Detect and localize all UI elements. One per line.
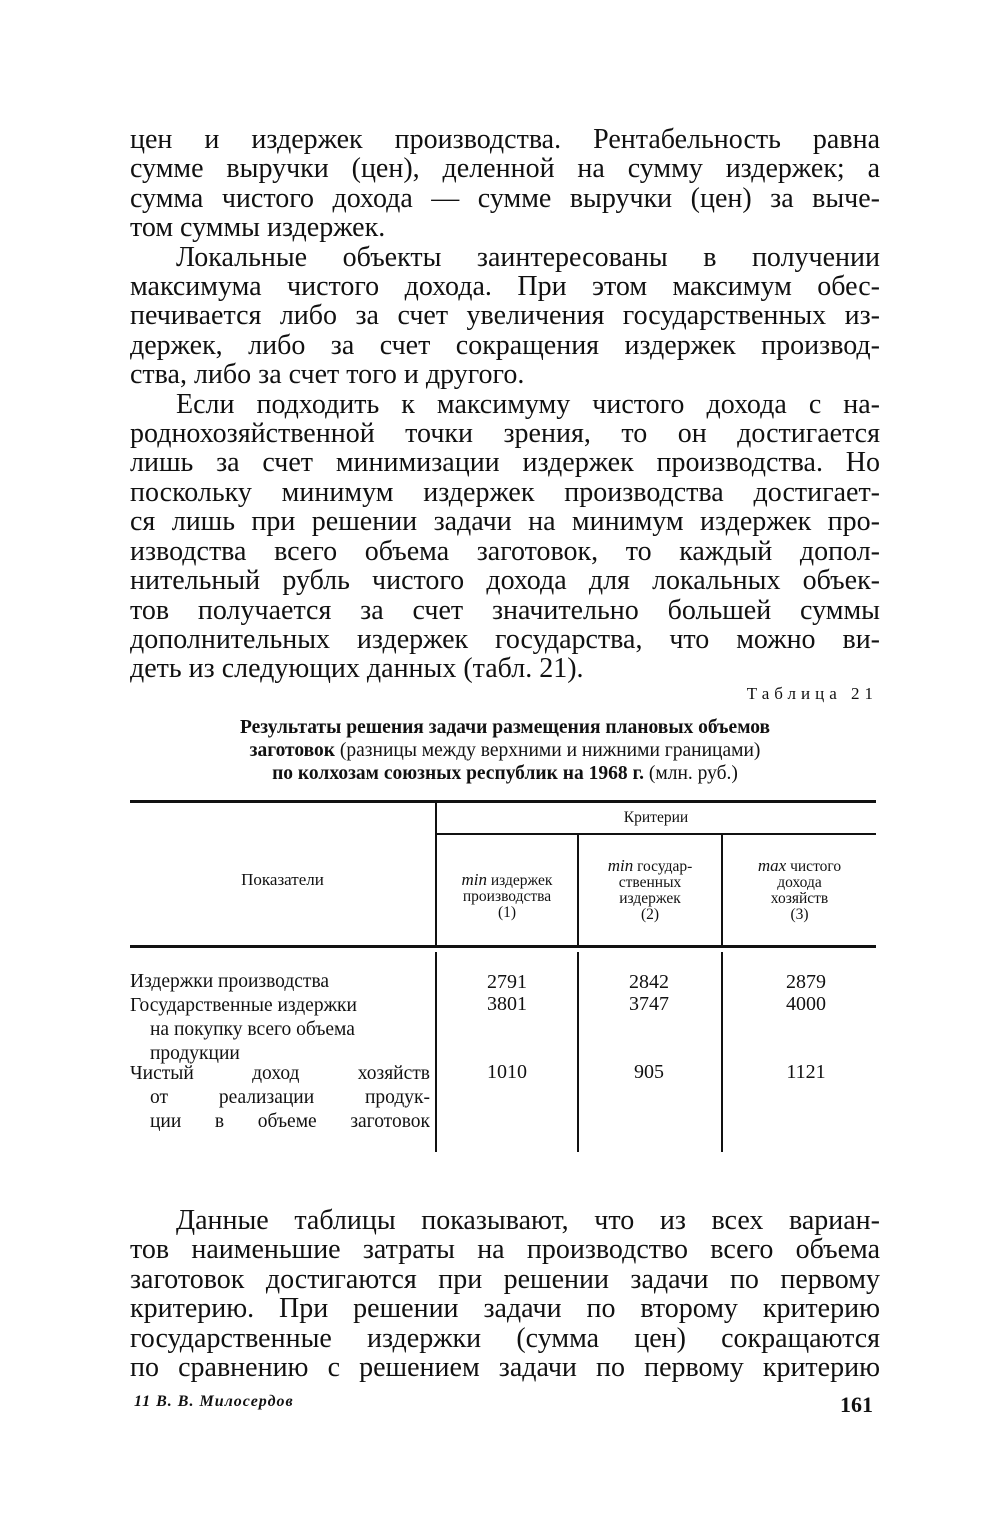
para3-line: лишь за счет минимизации издержек производства. Но	[130, 447, 880, 479]
para1-line: сумма чистого дохода — сумме выручки (цен) за выче-	[130, 182, 880, 214]
para3-line: тов получается за счет значительно большей суммы	[130, 594, 880, 626]
para2-line: максимума чистого дохода. При этом максимум обес-	[130, 271, 880, 303]
table-cell: 905	[634, 1061, 664, 1083]
para1-line: том суммы издержек.	[130, 212, 386, 244]
signature-mark: 11 В. В. Милосердов	[134, 1393, 294, 1410]
para2-line: печивается либо за счет увеличения государственных из-	[130, 300, 880, 332]
header-col2	[579, 858, 721, 923]
header-text: государ-	[637, 858, 693, 875]
header-col3	[723, 858, 876, 923]
para2-line: ства, либо за счет того и другого.	[130, 359, 525, 391]
row-label-line: продукции	[150, 1043, 240, 1064]
caption-normal: (млн. руб.)	[648, 763, 738, 784]
para2-line: держек, либо за счет сокращения издержек производ-	[130, 329, 880, 361]
para3-line: роднохозяйственной точки зрения, то он достигается	[130, 418, 880, 450]
table-caption	[130, 716, 880, 785]
row-label-line: на покупку всего объема	[150, 1019, 355, 1040]
row-label-production-costs	[130, 970, 430, 994]
math-max: max	[757, 856, 787, 875]
header-text: хозяйств	[770, 890, 829, 907]
math-min: min	[607, 856, 634, 875]
table-cell: 2791	[487, 971, 527, 993]
header-text: (1)	[497, 904, 517, 921]
para2-line: Локальные объекты заинтересованы в получении	[176, 241, 880, 273]
header-text: ственных	[618, 874, 682, 891]
para3-line: ся лишь при решении задачи на минимум издержек про-	[130, 506, 880, 538]
row-label-line: Издержки производства	[130, 971, 330, 992]
body-text-top	[130, 125, 880, 684]
header-indicators: Показатели	[241, 870, 324, 889]
table-cell: 4000	[786, 993, 826, 1015]
table-cell: 2842	[629, 971, 669, 993]
para4-line: по сравнению с решением задачи по первому критерию	[130, 1352, 880, 1384]
para3-line: Если подходить к максимуму чистого дохода с на-	[176, 388, 880, 420]
row-label-line: ции в объеме заготовок	[150, 1111, 430, 1132]
para3-line: дополнительных издержек государства, что можно ви-	[130, 623, 880, 655]
header-text: (3)	[790, 906, 809, 923]
table-cell: 2879	[786, 971, 826, 993]
row-label-line: от реализации продук-	[150, 1087, 430, 1108]
table-cell: 3801	[487, 993, 527, 1015]
caption-normal: (разницы между верхними и нижними границами)	[339, 740, 761, 761]
para4-line: государственные издержки (сумма цен) сокращаются	[130, 1322, 880, 1354]
para4-line: критерию. При решении задачи по второму критерию	[130, 1293, 880, 1325]
table-top-rule	[130, 800, 876, 803]
header-text: издержек	[619, 890, 681, 907]
header-text: чистого	[790, 858, 842, 875]
table-number: Таблица 21	[746, 684, 878, 703]
table-cell: 3747	[629, 993, 669, 1015]
page-number: 161	[840, 1392, 873, 1417]
para3-line: деть из следующих данных (табл. 21).	[130, 653, 584, 685]
header-criteria: Критерии	[623, 809, 689, 826]
para1-line: цен и издержек производства. Рентабельность равна	[130, 124, 880, 155]
para3-line: поскольку минимум издержек производства достигает-	[130, 476, 880, 508]
table-cell: 1121	[786, 1061, 826, 1083]
para3-line: изводства всего объема заготовок, то каждый допол-	[130, 535, 880, 567]
header-text: дохода	[777, 874, 822, 891]
row-label-line: Чистый доход хозяйств	[130, 1063, 430, 1084]
para3-line: нительный рубль чистого дохода для локальных объек-	[130, 565, 880, 597]
header-text: производства	[462, 888, 552, 905]
para4-line: Данные таблицы показывают, что из всех вариан-	[176, 1205, 880, 1236]
body-text-bottom	[130, 1206, 880, 1382]
caption-bold: по колхозам союзных республик на 1968 г.	[272, 763, 645, 784]
row-label-line: Государственные издержки	[130, 995, 357, 1016]
header-bottom-rule	[130, 945, 876, 948]
para1-line: сумме выручки (цен), деленной на сумму издержек; а	[130, 153, 880, 185]
caption-line	[130, 762, 880, 785]
header-text: (2)	[640, 906, 660, 923]
para4-line: тов наименьшие затраты на производство всего объема	[130, 1234, 880, 1266]
header-group-rule	[436, 833, 876, 835]
caption-bold: заготовок	[249, 740, 336, 761]
row-label-net-income	[130, 1062, 430, 1134]
para4-line: заготовок достигаются при решении задачи по первому	[130, 1263, 880, 1295]
row-label-state-costs	[130, 994, 430, 1066]
table-cell: 1010	[487, 1061, 527, 1083]
math-min: min	[461, 870, 488, 889]
caption-line	[130, 739, 880, 762]
body-divider	[721, 952, 723, 1152]
header-col1	[437, 872, 577, 921]
header-text: издержек	[490, 872, 553, 889]
caption-line: Результаты решения задачи размещения плановых объемов	[239, 717, 771, 738]
